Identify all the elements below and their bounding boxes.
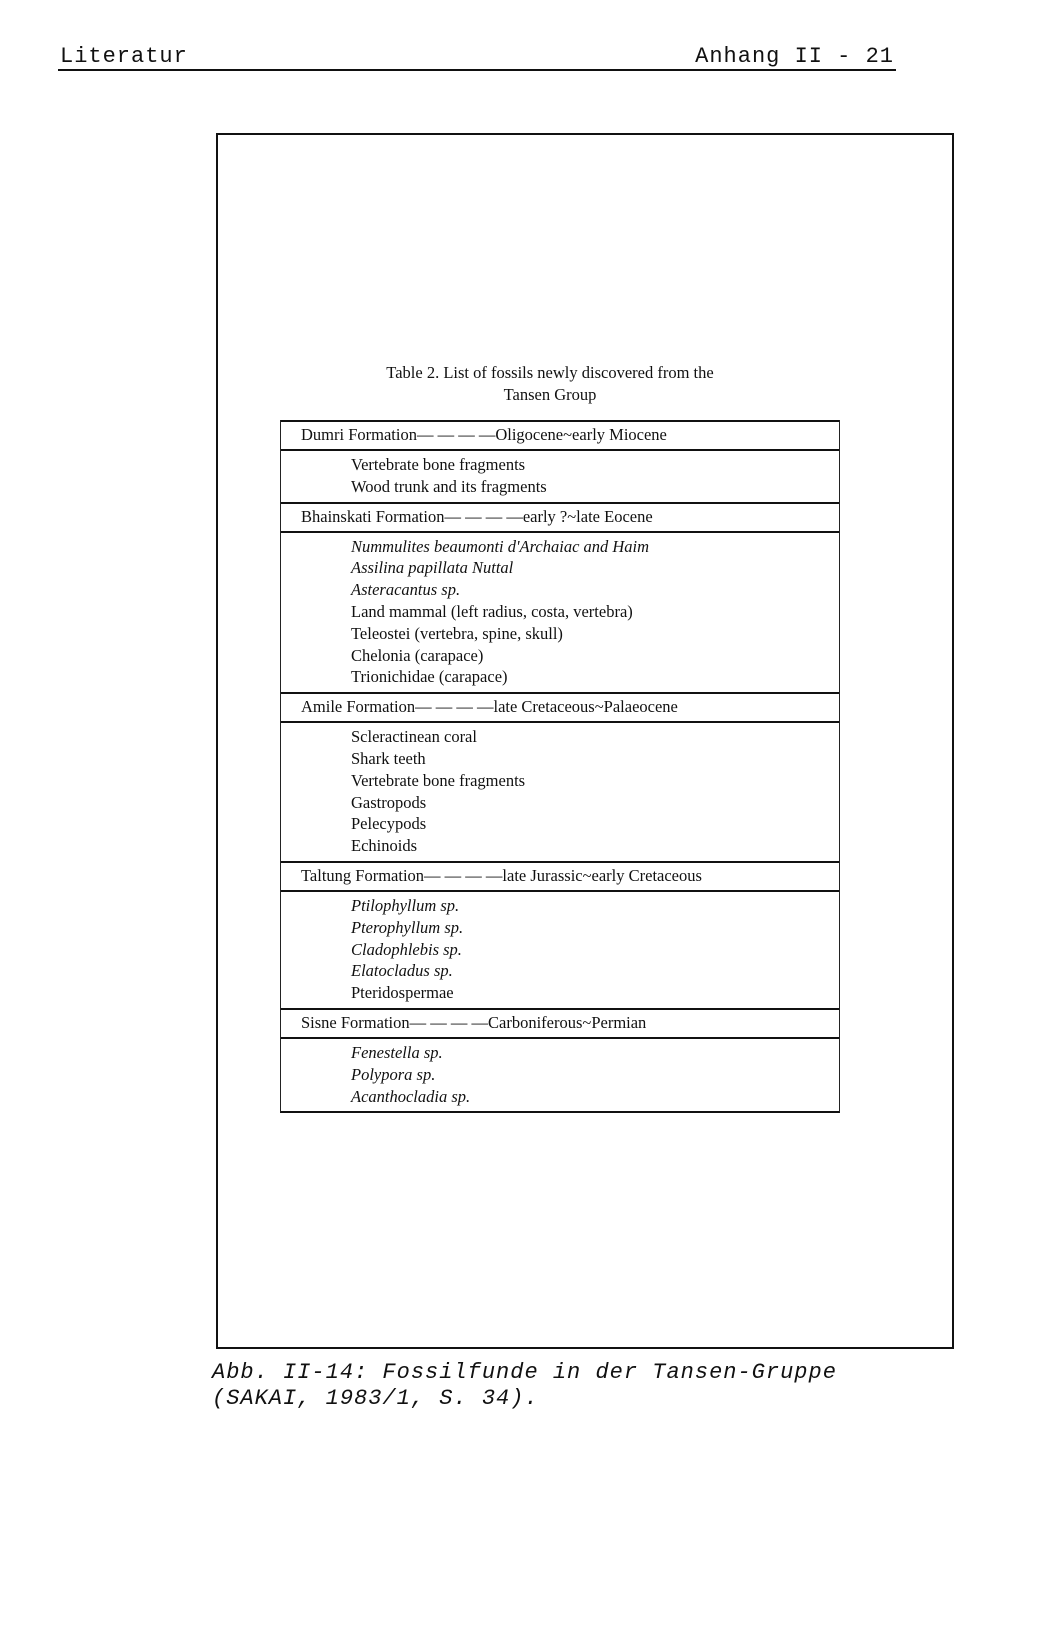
fossil-entry: Chelonia (carapace) xyxy=(351,645,484,665)
fossil-entry: Elatocladus sp. xyxy=(351,961,453,981)
fossil-entry: Echinoids xyxy=(351,836,417,856)
fossil-list xyxy=(281,533,839,693)
formation-heading: Dumri Formation— — — —Oligocene~early Miocene xyxy=(281,420,839,451)
fossil-list xyxy=(281,723,839,861)
fossil-entry: Ptilophyllum sp. xyxy=(351,895,460,915)
figure-caption xyxy=(212,1360,837,1412)
fossil-entry: Polypora sp. xyxy=(351,1064,436,1084)
formation-heading: Sisne Formation— — — —Carboniferous~Permian xyxy=(281,1008,839,1039)
fossil-entry: Vertebrate bone fragments xyxy=(351,455,526,474)
fossil-list xyxy=(281,892,839,1008)
fossil-entry: Land mammal (left radius, costa, vertebra) xyxy=(351,601,633,621)
fossil-list xyxy=(281,1039,839,1111)
formation-section xyxy=(281,692,839,861)
fossil-entry: Vertebrate bone fragments xyxy=(351,770,526,790)
table-title-line-1: Table 2. List of fossils newly discovered from the xyxy=(386,363,714,382)
formation-section xyxy=(281,1008,839,1111)
fossil-entry: Fenestella sp. xyxy=(351,1042,443,1062)
fossil-entry: Teleostei (vertebra, spine, skull) xyxy=(351,623,563,643)
fossil-entry: Pteridospermae xyxy=(351,983,454,1003)
fossil-entry: Pelecypods xyxy=(351,814,427,834)
fossil-entry: Shark teeth xyxy=(351,748,426,768)
fossil-entry: Asteracantus sp. xyxy=(351,580,461,600)
caption-line-2: (SAKAI, 1983/1, S. 34). xyxy=(212,1386,539,1411)
fossil-entry: Scleractinean coral xyxy=(351,727,477,747)
fossil-entry: Pterophyllum sp. xyxy=(351,917,464,937)
fossil-entry: Nummulites beaumonti d'Archaiac and Haim xyxy=(351,536,650,556)
fossil-entry: Wood trunk and its fragments xyxy=(351,476,547,496)
formation-section xyxy=(281,502,839,693)
fossil-entry: Assilina papillata Nuttal xyxy=(351,558,514,578)
fossil-list xyxy=(281,451,839,502)
table-title-line-2: Tansen Group xyxy=(503,385,597,404)
fossil-entry: Acanthocladia sp. xyxy=(351,1086,471,1106)
table-title xyxy=(290,362,810,406)
fossil-entry: Cladophlebis sp. xyxy=(351,939,462,959)
formation-heading: Taltung Formation— — — —late Jurassic~early Cretaceous xyxy=(281,861,839,892)
formation-section xyxy=(281,861,839,1008)
fossil-entry: Trionichidae (carapace) xyxy=(351,667,508,687)
formation-heading: Amile Formation— — — —late Cretaceous~Palaeocene xyxy=(281,692,839,723)
formation-section xyxy=(281,420,839,502)
caption-line-1: Abb. II-14: Fossilfunde in der Tansen-Gruppe xyxy=(212,1360,837,1385)
fossil-entry: Gastropods xyxy=(351,792,427,812)
header-rule xyxy=(58,69,896,71)
formation-heading: Bhainskati Formation— — — —early ?~late Eocene xyxy=(281,502,839,533)
header-left-title: Literatur xyxy=(60,44,188,69)
fossil-table xyxy=(280,420,840,1113)
header-page-number: Anhang II - 21 xyxy=(695,44,894,69)
